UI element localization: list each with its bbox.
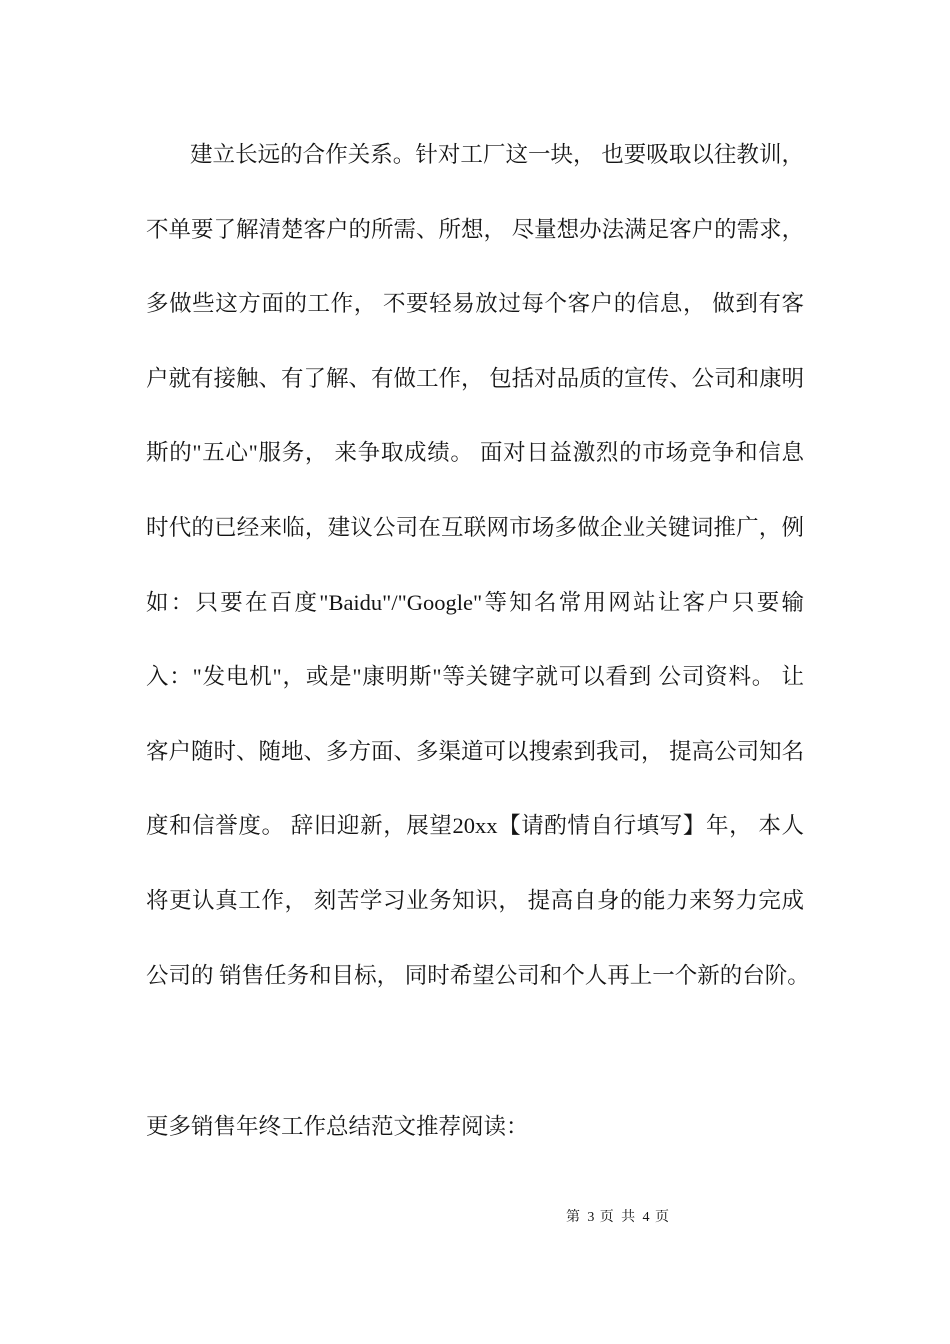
paragraph-line: 将更认真工作， 刻苦学习业务知识， 提高自身的能力来努力完成 (146, 887, 804, 913)
paragraph-line: 建立长远的合作关系。针对工厂这一块， 也要吸取以往教训， (190, 142, 804, 167)
paragraph-line: 度和信誉度。 辞旧迎新，展望20xx【请酌情自行填写】年， 本人 (146, 813, 804, 839)
page-number-footer: 第 3 页 共 4 页 (566, 1210, 669, 1225)
paragraph-line: 多做些这方面的工作， 不要轻易放过每个客户的信息， 做到有客 (146, 291, 804, 317)
paragraph-line: 不单要了解清楚客户的所需、所想， 尽量想办法满足客户的需求， (146, 216, 805, 242)
paragraph-line: 时代的已经来临，建议公司在互联网市场多做企业关键词推广，例 (146, 514, 804, 540)
paragraph-line: 客户随时、随地、多方面、多渠道可以搜索到我司， 提高公司知名 (146, 738, 805, 764)
body-paragraph (146, 118, 810, 1013)
paragraph-line: 入："发电机"，或是"康明斯"等关键字就可以看到 公司资料。 让 (146, 664, 804, 690)
paragraph-line: 斯的"五心"服务， 来争取成绩。 面对日益激烈的市场竞争和信息 (146, 440, 804, 466)
paragraph-line: 如：只要在百度"Baidu"/"Google"等知名常用网站让客户只要输 (146, 589, 804, 615)
paragraph-line: 户就有接触、有了解、有做工作， 包括对品质的宣传、公司和康明 (146, 365, 805, 391)
paragraph-line: 公司的 销售任务和目标， 同时希望公司和个人再上一个新的台阶。 (146, 962, 810, 988)
recommend-reading-heading: 更多销售年终工作总结范文推荐阅读： (146, 1114, 529, 1139)
